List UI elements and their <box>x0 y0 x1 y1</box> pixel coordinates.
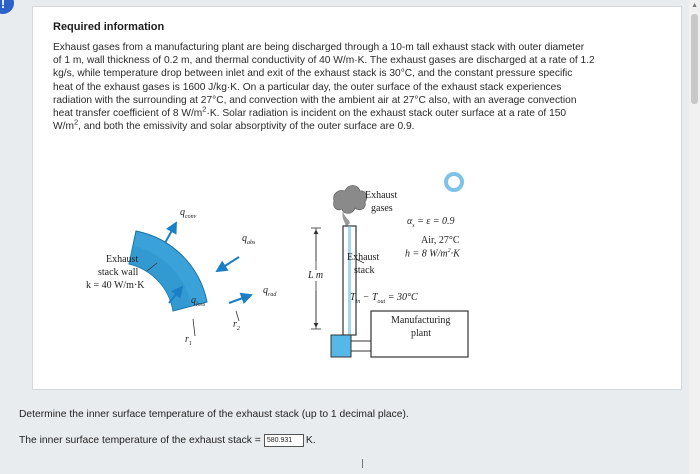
q-conv-arrow <box>165 223 176 243</box>
answer-row <box>19 434 316 447</box>
exhaust-stack-label: Exhaust <box>347 252 380 263</box>
q-rad-label: $q_{rad}$ <box>263 285 277 298</box>
card-title: Required information <box>53 21 165 33</box>
sun-icon <box>446 174 462 190</box>
problem-line: radiation with the surrounding at 27°C, and convection with the ambient air at 27°C also, with an average convection <box>53 94 577 106</box>
problem-line: heat transfer coefficient of 8 $W/m^2\cdot K$. Solar radiation is incident on the exhaust stack outer surface at a rate of 150 <box>53 104 567 120</box>
problem-line: Exhaust gases from a manufacturing plant are being discharged through a 10-m tall exhaust stack with outer diameter <box>53 42 585 53</box>
q-loss-label: $q_{loss}$ <box>191 295 206 308</box>
scrollbar[interactable] <box>689 0 700 474</box>
alert-icon: ! <box>0 0 14 14</box>
exhaust-gases-label: gases <box>371 203 393 214</box>
exhaust-stack-label: stack <box>354 265 375 276</box>
absorptivity-emissivity-label: $\alpha_s = \varepsilon = 0.9$ <box>407 216 455 229</box>
q-abs-label: $q_{abs}$ <box>242 233 256 246</box>
problem-line: kg/s, while temperature drop between inlet and exit of the exhaust stack is 30°C, and the constant pressure specific <box>53 68 573 80</box>
air-temperature-label: Air, 27°C <box>421 235 460 246</box>
temperature-drop-label: $T_{in} - T_{out} = 30^\circ C$ <box>350 292 418 305</box>
q-conv-label: $q_{conv}$ <box>180 207 197 220</box>
scroll-thumb[interactable] <box>691 14 698 104</box>
height-label: L m <box>308 270 324 281</box>
answer-label: The inner surface temperature of the exhaust stack = <box>19 435 261 446</box>
plant-label: plant <box>411 328 431 339</box>
required-information-card <box>32 6 682 390</box>
q-rad-arrow <box>229 295 251 303</box>
answer-unit: K. <box>305 435 316 446</box>
problem-line: of 1 m, wall thickness of 0.2 m, and thermal conductivity of 40 W/m·K. The exhaust gases are discharged at a rate of 1.2 <box>53 55 595 67</box>
plant-label: Manufacturing <box>391 315 451 326</box>
r1-label: $r_1$ <box>185 334 192 347</box>
wall-label: Exhaust <box>106 254 139 265</box>
wall-conductivity-label: k = 40 W/m·K <box>86 280 145 291</box>
problem-statement <box>53 41 665 133</box>
duct-connector <box>351 341 371 351</box>
r2-label: $r_2$ <box>233 319 240 332</box>
q-abs-arrow <box>217 257 239 271</box>
exhaust-gases-label: Exhaust <box>365 190 398 201</box>
duct-segment-left <box>331 335 351 357</box>
text-cursor <box>362 459 363 468</box>
problem-figure <box>53 171 473 391</box>
answer-input[interactable]: 580.931 <box>264 434 304 447</box>
problem-line: $W/m^2$, and both the emissivity and solar absorptivity of the outer surface are 0.9. <box>53 117 415 133</box>
question-text: Determine the inner surface temperature of the exhaust stack (up to 1 decimal place). <box>19 409 409 420</box>
scroll-up-arrow-icon[interactable]: ▲ <box>691 2 698 9</box>
convection-coefficient-label: h = 8 $W/m^2\cdot K$ <box>405 248 460 260</box>
wall-label: stack wall <box>98 267 139 278</box>
problem-line: heat of the exhaust gases is 1600 J/kg·K. On a particular day, the outer surface of the exhaust stack experiences <box>53 81 562 93</box>
r1-leader <box>193 319 195 336</box>
smoke-icon <box>334 185 367 213</box>
